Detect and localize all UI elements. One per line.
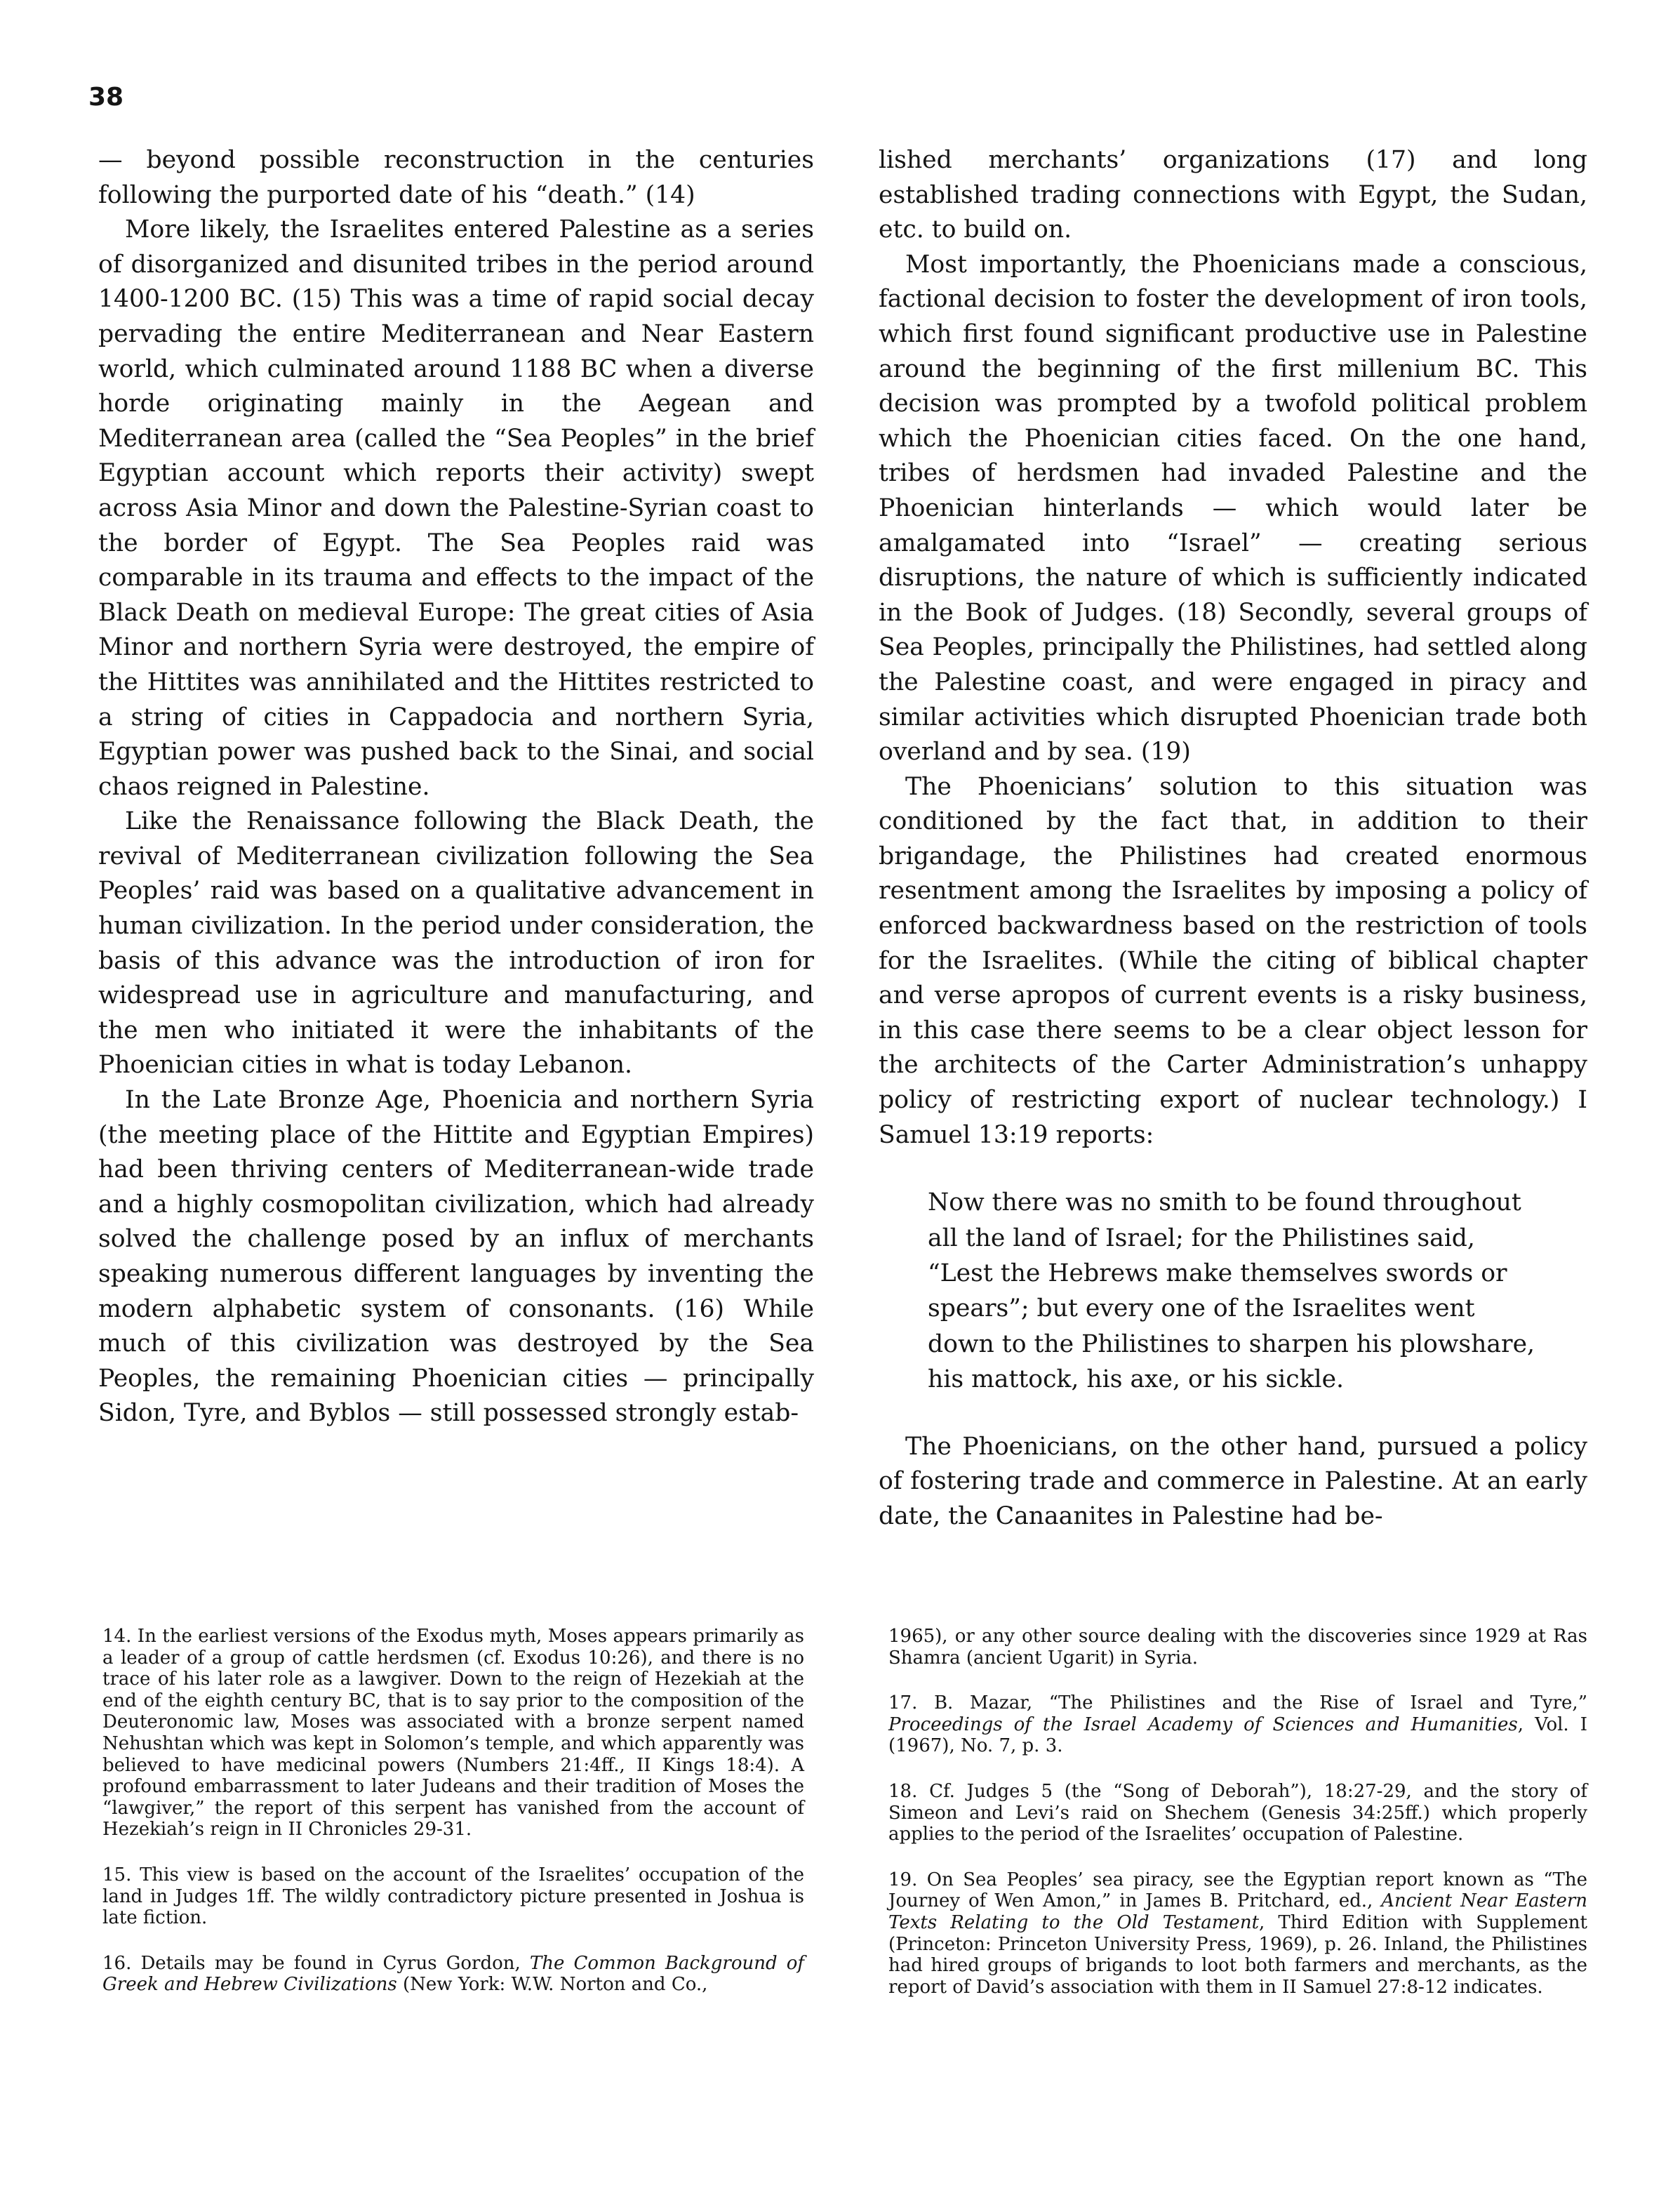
footnote-text: 19. On Sea Peoples’ sea piracy, see the Egyptian report known as “The Journey of Wen Amon,” in James B. Pritchard, ed., xyxy=(888,1869,1587,1912)
page-number: 38 xyxy=(88,83,124,112)
footnote-text: 17. B. Mazar, “The Philistines and the Rise of Israel and Tyre,” xyxy=(888,1692,1587,1714)
left-text-column xyxy=(98,143,814,1431)
paragraph: In the Late Bronze Age, Phoenicia and northern Syria (the meeting place of the Hittite and Egyptian Empires) had been thriving centers of Mediterranean-wide trade and a highly cosmopolitan civilization, which had already solved the challenge posed by an influx of merchants speaking numerous different languages by inventing the modern alphabetic system of consonants. (16) While much of this civilization was destroyed by the Sea Peoples, the remaining Phoenician cities — principally Sidon, Tyre, and Byblos — still possessed strongly estab- xyxy=(98,1086,814,1428)
footnote-text: (New York: W.W. Norton and Co., xyxy=(396,1974,708,1996)
paragraph: Most importantly, the Phoenicians made a conscious, factional decision to foster the development of iron tools, which first found significant productive use in Palestine around the beginning of the first millenium BC. This decision was prompted by a twofold political problem which the Phoenician cities faced. On the one hand, tribes of herdsmen had invaded Palestine and the Phoenician hinterlands — which would later be amalgamated into “Israel” — creating serious disruptions, the nature of which is sufficiently indicated in the Book of Judges. (18) Secondly, several groups of Sea Peoples, principally the Philistines, had settled along the Palestine coast, and were engaged in piracy and similar activities which disrupted Phoenician trade both overland and by sea. (19) xyxy=(879,250,1587,767)
footnote-title: Ancient Near Eastern Texts Relating to the Old Testament xyxy=(888,1890,1588,1933)
footnote xyxy=(888,1869,1587,1998)
block-quote: Now there was no smith to be found throughout all the land of Israel; for the Philistines said, “Lest the Hebrews make themselves swords or spears”; but every one of the Israelites went down to the Philistines to sharpen his plowshare, his mattock, his axe, or his sickle. xyxy=(928,1188,1535,1394)
footnote-text: 16. Details may be found in Cyrus Gordon, xyxy=(102,1952,530,1974)
right-text-column xyxy=(879,143,1587,1534)
footnote-title: The Common Background of Greek and Hebrew Civilizations xyxy=(102,1952,804,1996)
footnote xyxy=(102,1953,804,1996)
footnote: 15. This view is based on the account of the Israelites’ occupation of the land in Judges 1ff. The wildly contradictory picture presented in Joshua is late fiction. xyxy=(102,1864,804,1929)
paragraph: lished merchants’ organizations (17) and long established trading connections with Egypt, the Sudan, etc. to build on. xyxy=(879,146,1587,244)
paragraph: The Phoenicians, on the other hand, pursued a policy of fostering trade and commerce in Palestine. At an early date, the Canaanites in Palestine had be- xyxy=(879,1432,1587,1530)
footnote-title: Proceedings of the Israel Academy of Sciences and Humanities xyxy=(888,1713,1518,1735)
footnote-text: , Third Edition with Supplement (Princeton: Princeton University Press, 1969), p. 26. Inland, the Philistines had hired groups of brigands to loot both farmers and merchants, as the report of David’s association with them in II Samuel 27:8-12 indicates. xyxy=(888,1911,1587,1998)
paragraph: — beyond possible reconstruction in the centuries following the purported date of his “death.” (14) xyxy=(98,146,814,209)
footnote: 18. Cf. Judges 5 (the “Song of Deborah”), 18:27-29, and the story of Simeon and Levi’s raid on Shechem (Genesis 34:25ff.) which properly applies to the period of the Israelites’ occupation of Palestine. xyxy=(888,1780,1587,1845)
paragraph: The Phoenicians’ solution to this situation was conditioned by the fact that, in addition to their brigandage, the Philistines had created enormous resentment among the Israelites by imposing a policy of enforced backwardness based on the restriction of tools for the Israelites. (While the citing of biblical chapter and verse apropos of current events is a risky business, in this case there seems to be a clear object lesson for the architects of the Carter Administration’s unhappy policy of restricting export of nuclear technology.) I Samuel 13:19 reports: xyxy=(879,772,1587,1149)
footnote: 1965), or any other source dealing with the discoveries since 1929 at Ras Shamra (ancient Ugarit) in Syria. xyxy=(888,1626,1587,1669)
footnotes-left xyxy=(102,1626,804,2020)
footnote xyxy=(888,1692,1587,1757)
footnote-text: , Vol. I (1967), No. 7, p. 3. xyxy=(888,1713,1588,1757)
footnotes-right xyxy=(888,1626,1587,2022)
paragraph: Like the Renaissance following the Black Death, the revival of Mediterranean civilization following the Sea Peoples’ raid was based on a qualitative advancement in human civilization. In the period under consideration, the basis of this advance was the introduction of iron for widespread use in agriculture and manufacturing, and the men who initiated it were the inhabitants of the Phoenician cities in what is today Lebanon. xyxy=(98,807,814,1080)
footnote: 14. In the earliest versions of the Exodus myth, Moses appears primarily as a leader of a group of cattle herdsmen (cf. Exodus 10:26), and there is no trace of his later role as a lawgiver. Down to the reign of Hezekiah at the end of the eighth century BC, that is to say prior to the composition of the Deuteronomic law, Moses was associated with a bronze serpent named Nehushtan which was kept in Solomon’s temple, and which apparently was believed to have medicinal powers (Numbers 21:4ff., II Kings 18:4). A profound embarrassment to later Judeans and their tradition of Moses the “lawgiver,” the report of this serpent has vanished from the account of Hezekiah’s reign in II Chronicles 29-31. xyxy=(102,1626,804,1841)
paragraph: More likely, the Israelites entered Palestine as a series of disorganized and disunited tribes in the period around 1400-1200 BC. (15) This was a time of rapid social decay pervading the entire Mediterranean and Near Eastern world, which culminated around 1188 BC when a diverse horde originating mainly in the Aegean and Mediterranean area (called the “Sea Peoples” in the brief Egyptian account which reports their activity) swept across Asia Minor and down the Palestine-Syrian coast to the border of Egypt. The Sea Peoples raid was comparable in its trauma and effects to the impact of the Black Death on medieval Europe: The great cities of Asia Minor and northern Syria were destroyed, the empire of the Hittites was annihilated and the Hittites restricted to a string of cities in Cappadocia and northern Syria, Egyptian power was pushed back to the Sinai, and social chaos reigned in Palestine. xyxy=(98,216,814,801)
